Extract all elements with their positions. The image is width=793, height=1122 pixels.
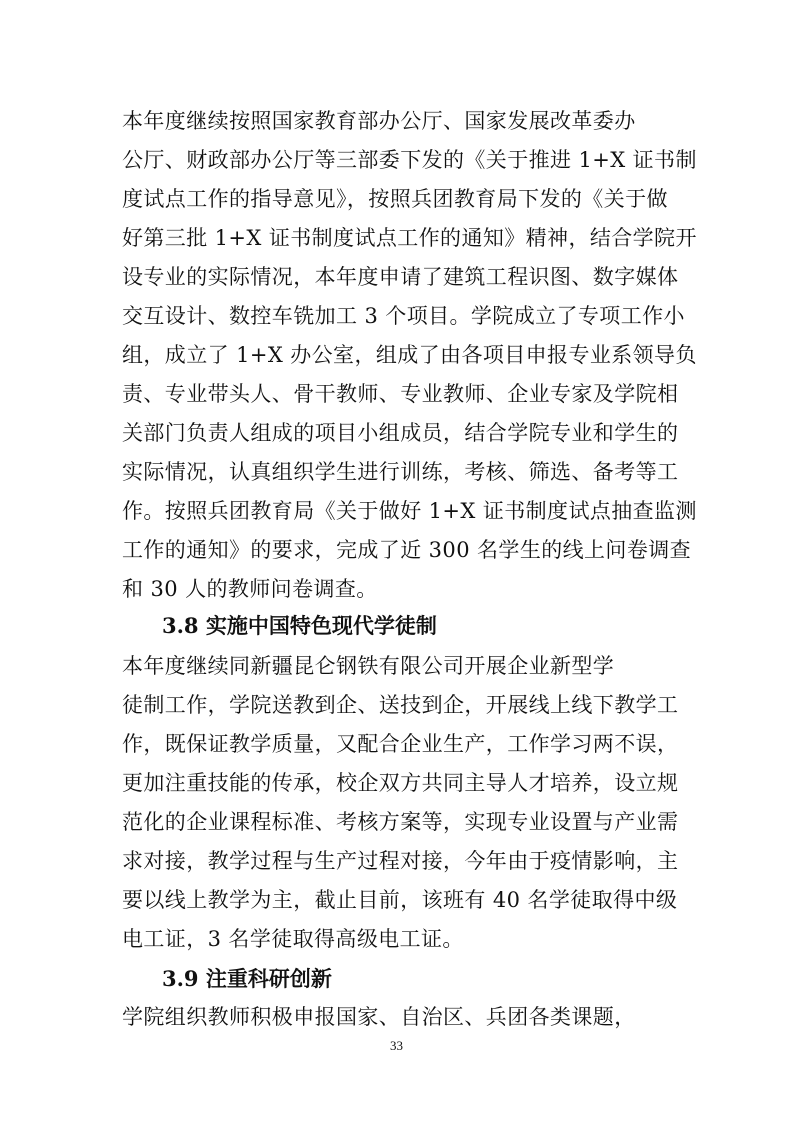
text-line: 交互设计、数控车铣加工 3 个项目。学院成立了专项工作小: [122, 304, 685, 328]
section-heading-3-9: 3.9 注重科研创新: [162, 966, 332, 991]
text-line: 更加注重技能的传承，校企双方共同主导人才培养，设立规: [122, 771, 679, 795]
text-line: 和 30 人的教师问卷调查。: [122, 577, 378, 601]
text-line: 本年度继续同新疆昆仑钢铁有限公司开展企业新型学: [122, 654, 615, 678]
text-line: 范化的企业课程标准、考核方案等，实现专业设置与产业需: [122, 810, 679, 834]
text-line: 设专业的实际情况，本年度申请了建筑工程识图、数字媒体: [122, 265, 679, 289]
section-heading-3-8: 3.8 实施中国特色现代学徒制: [162, 613, 437, 638]
text-line: 实际情况，认真组织学生进行训练，考核、筛选、备考等工: [122, 460, 679, 484]
text-line: 责、专业带头人、骨干教师、专业教师、企业专家及学院相: [122, 382, 679, 406]
text-line: 组，成立了 1+X 办公室，组成了由各项目申报专业系领导负: [122, 343, 697, 367]
text-line: 公厅、财政部办公厅等三部委下发的《关于推进 1+X 证书制: [122, 148, 697, 172]
text-line: 工作的通知》的要求，完成了近 300 名学生的线上问卷调查: [122, 538, 692, 562]
page-number: 33: [390, 1038, 403, 1053]
text-line: 学院组织教师积极申报国家、自治区、兵团各类课题，: [122, 1005, 636, 1029]
text-line: 度试点工作的指导意见》，按照兵团教育局下发的《关于做: [122, 187, 668, 211]
text-line: 关部门负责人组成的项目小组成员，结合学院专业和学生的: [122, 421, 679, 445]
text-line: 徒制工作，学院送教到企、送技到企，开展线上线下教学工: [122, 693, 679, 717]
text-line: 求对接，教学过程与生产过程对接，今年由于疫情影响，主: [122, 849, 679, 873]
text-line: 作。按照兵团教育局《关于做好 1+X 证书制度试点抽查监测: [122, 499, 697, 523]
text-line: 本年度继续按照国家教育部办公厅、国家发展改革委办: [122, 109, 636, 133]
text-line: 作，既保证教学质量，又配合企业生产，工作学习两不误，: [122, 732, 679, 756]
text-line: 电工证，3 名学徒取得高级电工证。: [122, 927, 464, 951]
text-line: 要以线上教学为主，截止目前，该班有 40 名学徒取得中级: [122, 888, 678, 912]
text-line: 好第三批 1+X 证书制度试点工作的通知》精神，结合学院开: [122, 226, 697, 250]
